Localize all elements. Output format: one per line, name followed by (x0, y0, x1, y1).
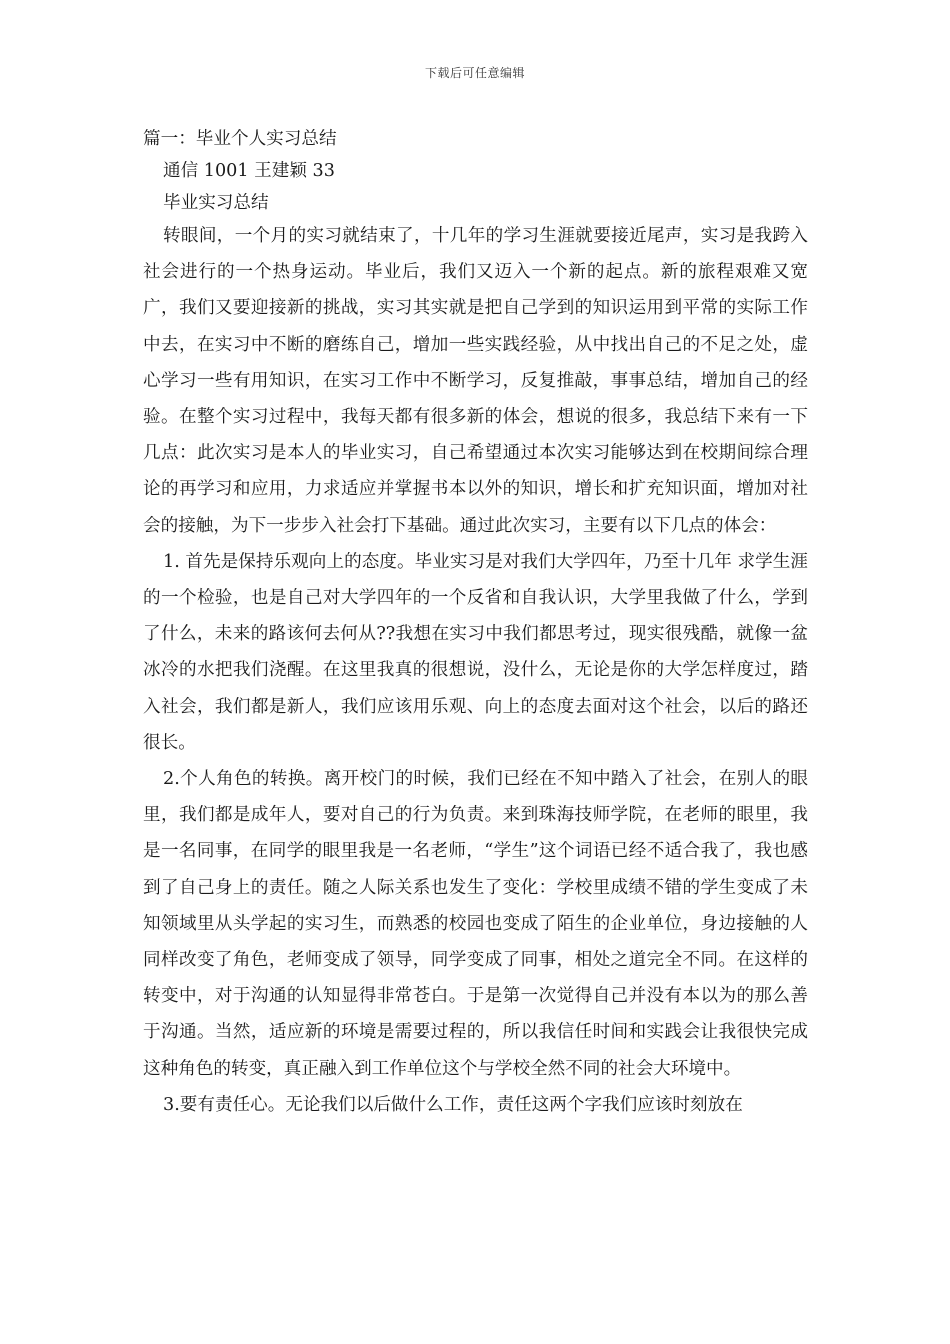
paragraph-point-3: 3.要有责任心。无论我们以后做什么工作，责任这两个字我们应该时刻放在 (163, 1094, 743, 1115)
document-body (143, 124, 808, 1123)
paragraph-intro: 转眼间，一个月的实习就结束了，十几年的学习生涯就要接近尾声，实习是我跨入社会进行的一个热身运动。毕业后，我们又迈入一个新的起点。新的旅程艰难又宽广，我们又要迎接新的挑战，实习其实就是把自己学到的知识运用到平常的实际工作中去，在实习中不断的磨练自己，增加一些实践经验，从中找出自己的不足之处，虚心学习一些有用知识，在实习工作中不断学习，反复推敲，事事总结，增加自己的经验。在整个实习过程中，我每天都有很多新的体会，想说的很多，我总结下来有一下几点：此次实习是本人的毕业实习，自己希望通过本次实习能够达到在校期间综合理论的再学习和应用，力求适应并掌握书本以外的知识，增长和扩充知识面，增加对社会的接触，为下一步步入社会打下基础。通过此次实习，主要有以下几点的体会： (143, 226, 808, 536)
header-note: 下载后可任意编辑 (424, 66, 525, 80)
author-line: 通信 1001 王建颖 33 (163, 161, 335, 181)
paragraph-point-1: 1. 首先是保持乐观向上的态度。毕业实习是对我们大学四年，乃至十几年 求学生涯的一个检验，也是自己对大学四年的一个反省和自我认识，大学里我做了什么，学到了什么，未来的路该何去何从??我想在实习中我们都思考过，现实很残酷，就像一盆冰冷的水把我们浇醒。在这里我真的很想说，没什么，无论是你的大学怎样度过，踏入社会，我们都是新人，我们应该用乐观、向上的态度去面对这个社会，以后的路还很长。 (143, 551, 808, 753)
section-title: 篇一：毕业个人实习总结 (143, 129, 337, 149)
document-subtitle: 毕业实习总结 (163, 193, 269, 213)
paragraph-point-2: 2.个人角色的转换。离开校门的时候，我们已经在不知中踏入了社会，在别人的眼里，我们都是成年人，要对自己的行为负责。来到珠海技师学院，在老师的眼里，我是一名同事，在同学的眼里我是一名老师，“学生”这个词语已经不适合我了，我也感到了自己身上的责任。随之人际关系也发生了变化：学校里成绩不错的学生变成了未知领域里从头学起的实习生，而熟悉的校园也变成了陌生的企业单位，身边接触的人同样改变了角色，老师变成了领导，同学变成了同事，相处之道完全不同。在这样的转变中，对于沟通的认知显得非常苍白。于是第一次觉得自己并没有本以为的那么善于沟通。当然，适应新的环境是需要过程的，所以我信任时间和实践会让我很快完成这种角色的转变，真正融入到工作单位这个与学校全然不同的社会大环境中。 (143, 769, 808, 1079)
